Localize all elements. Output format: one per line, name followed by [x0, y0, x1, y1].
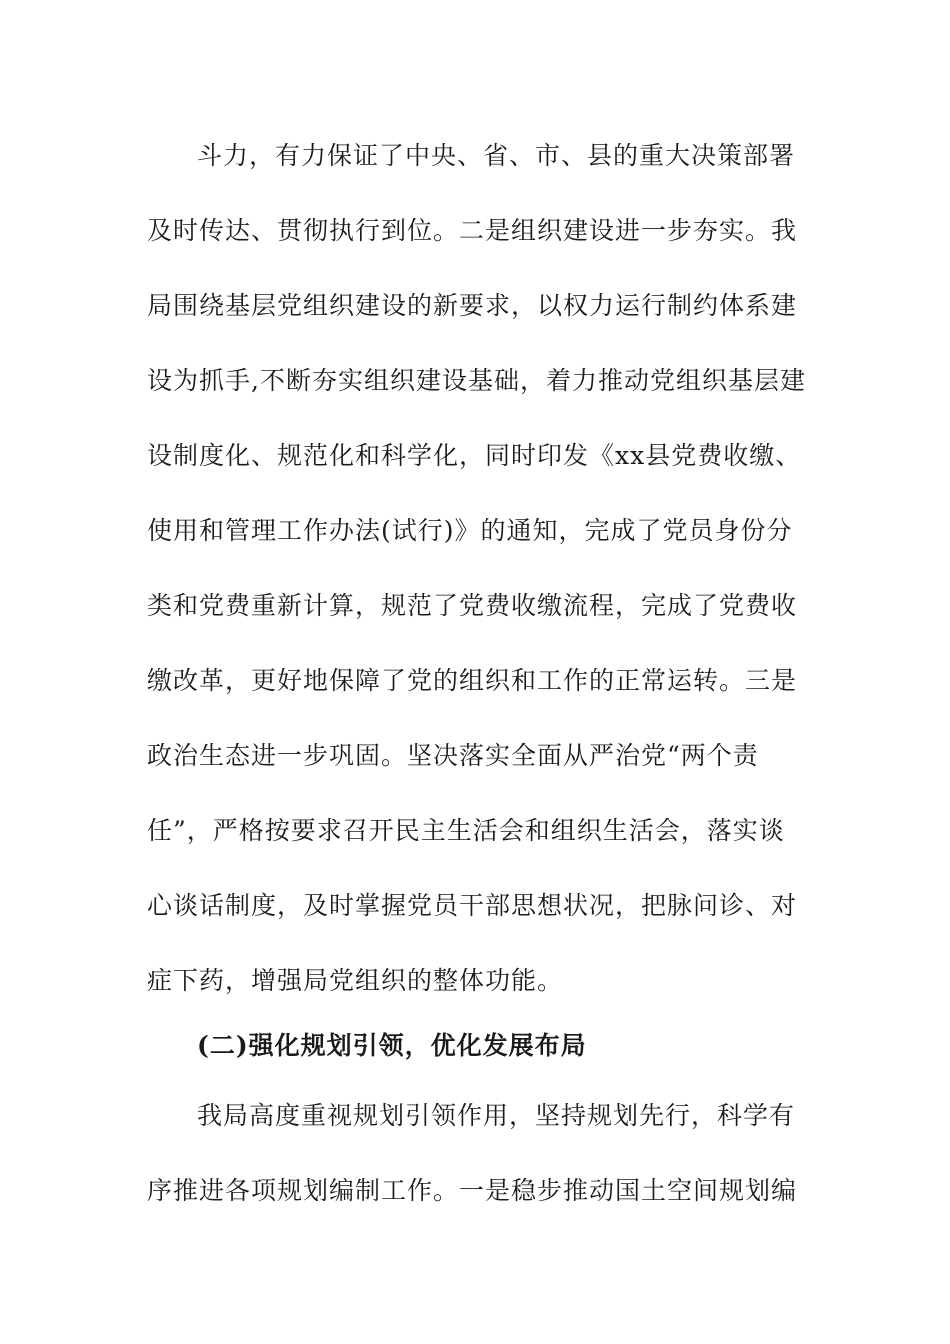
paragraph-line: 序推进各项规划编制工作。一是稳步推动国土空间规划编 — [147, 1176, 798, 1205]
paragraph-line: 设制度化、规范化和科学化，同时印发《xx县党费收缴、 — [147, 441, 802, 470]
paragraph-line: 使用和管理工作办法(试行)》的通知，完成了党员身份分 — [147, 516, 793, 545]
paragraph-line: 斗力，有力保证了中央、省、市、县的重大决策部署 — [197, 141, 796, 170]
paragraph-line: 设为抓手,不断夯实组织建设基础，着力推动党组织基层建 — [147, 366, 806, 395]
paragraph-line: 我局高度重视规划引领作用，坚持规划先行，科学有 — [197, 1101, 796, 1130]
paragraph-line: 及时传达、贯彻执行到位。二是组织建设进一步夯实。我 — [147, 216, 798, 245]
section-heading: (二)强化规划引领，优化发展布局 — [197, 1031, 587, 1060]
paragraph-line: 任”，严格按要求召开民主生活会和组织生活会，落实谈 — [147, 816, 785, 845]
paragraph-line: 缴改革，更好地保障了党的组织和工作的正常运转。三是 — [147, 666, 798, 695]
paragraph-line: 政治生态进一步巩固。坚决落实全面从严治党“两个责 — [147, 741, 759, 770]
paragraph-line: 症下药，增强局党组织的整体功能。 — [147, 966, 564, 995]
paragraph-line: 类和党费重新计算，规范了党费收缴流程，完成了党费收 — [147, 591, 798, 620]
paragraph-line: 心谈话制度，及时掌握党员干部思想状况，把脉问诊、对 — [147, 891, 798, 920]
paragraph-line: 局围绕基层党组织建设的新要求，以权力运行制约体系建 — [147, 291, 798, 320]
